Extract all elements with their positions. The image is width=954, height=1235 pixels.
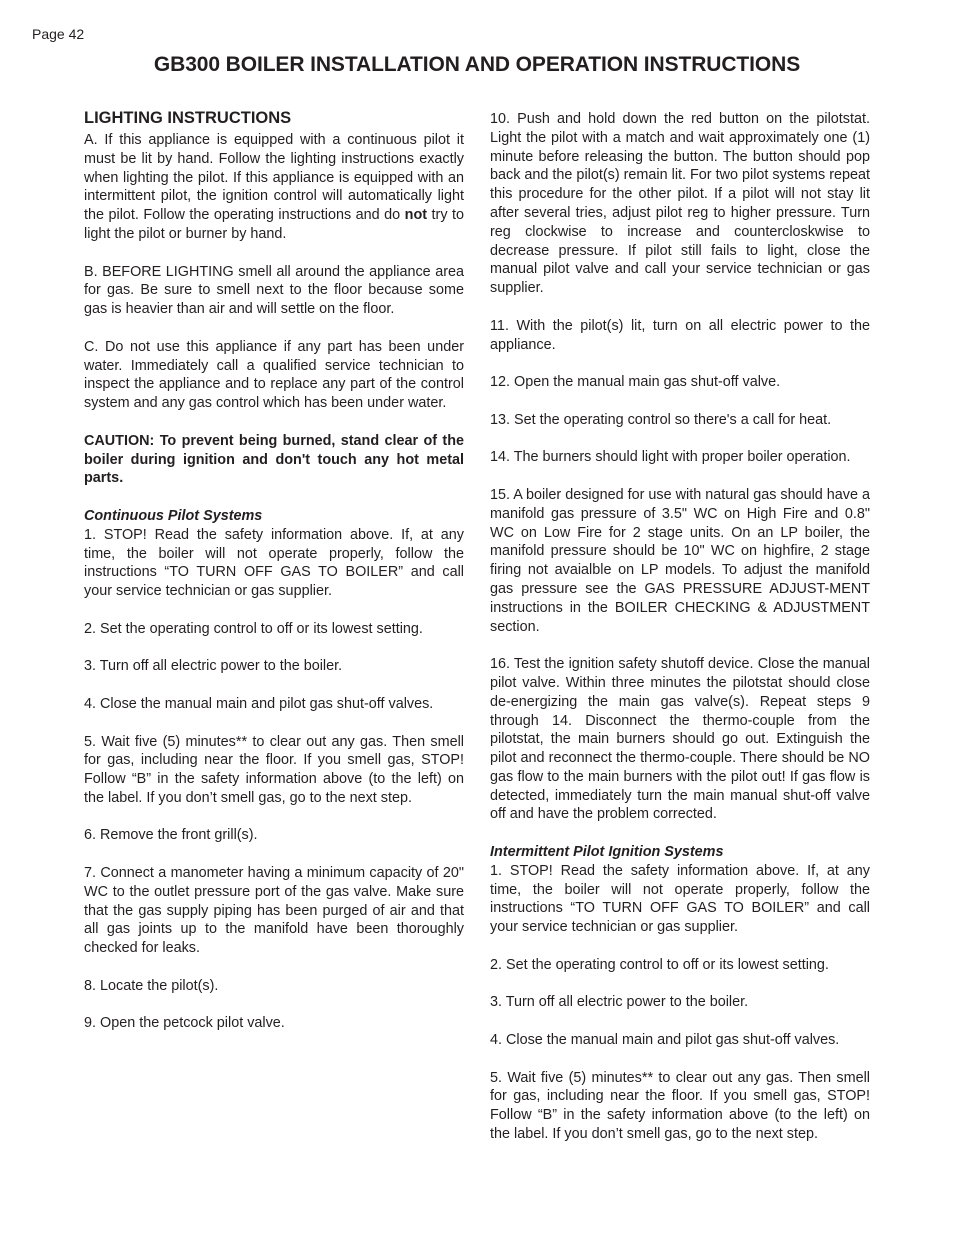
paragraph-a: A. If this appliance is equipped with a continuous pilot it must be lit by hand. Follow the lighting instructions exactly when lighting the pilot. If this appliance is equipped with an intermittent pilot, the ignition control will automatically light the pilot. Follow the operating instructions and do not try to light the pilot or burner by hand. <box>84 132 464 242</box>
step: 3. Turn off all electric power to the boiler. <box>490 994 749 1011</box>
step: 5. Wait five (5) minutes** to clear out any gas. Then smell for gas, including near the floor. If you smell gas, STOP! Follow “B” in the safety information above (to the left) on the label. If you don’t smell gas, go to the next step. <box>84 733 464 806</box>
paragraph-c: C. Do not use this appliance if any part has been under water. Immediately call a qualified service technician to inspect the appliance and to replace any part of the control system and any gas control which has been under water. <box>84 338 464 412</box>
step: 10. Push and hold down the red button on the pilotstat. Light the pilot with a match and wait approximately one (1) minute before releasing the button. The button should pop back and the pilot(s) remain lit. For two pilot systems repeat this procedure for the other pilot. If a pilot will not stay lit after several tries, adjust pilot reg to higher pressure. Turn reg clockwise to increase and countercloskwise to decrease pressure. If pilot still fails to light, close the manual pilot valve and call your service technician or gas supplier. <box>490 111 870 297</box>
caution-note: CAUTION: To prevent being burned, stand clear of the boiler during ignition and don't touch any hot metal parts. <box>84 432 464 487</box>
page-number: Page 42 <box>32 26 85 42</box>
step: 16. Test the ignition safety shutoff device. Close the manual pilot valve. Within three minutes the pilotstat should close de-energizing the main gas valve(s). Repeat steps 9 through 14. Disconnect the thermo-couple from the pilotstat, the main burners should go out. Extinguish the pilot and reconnect the thermo-couple. There should be NO gas flow to the main burners with the pilot out! If gas flow is detected, immediately turn the main manual shut-off valve off and have the problem corrected. <box>490 656 870 823</box>
step: 8. Locate the pilot(s). <box>84 977 219 994</box>
step: 5. Wait five (5) minutes** to clear out any gas. Then smell for gas, including near the floor. If you smell gas, STOP! Follow “B” in the safety information above (to the left) on the label. If you don’t smell gas, go to the next step. <box>490 1069 870 1143</box>
step: 6. Remove the front grill(s). <box>84 827 258 844</box>
step: 14. The burners should light with proper boiler operation. <box>490 449 851 466</box>
step: 11. With the pilot(s) lit, turn on all electric power to the appliance. <box>490 317 870 353</box>
step: 1. STOP! Read the safety information above. If, at any time, the boiler will not operate properly, follow the instructions “TO TURN OFF GAS TO BOILER” and call your service technician or gas supplier. <box>84 526 464 600</box>
intermittent-pilot-heading: Intermittent Pilot Ignition Systems <box>490 844 724 861</box>
step: 4. Close the manual main and pilot gas shut-off valves. <box>490 1032 840 1049</box>
step: 1. STOP! Read the safety information above. If, at any time, the boiler will not operate properly, follow the instructions “TO TURN OFF GAS TO BOILER” and call your service technician or gas supplier. <box>490 862 870 936</box>
section-heading: LIGHTING INSTRUCTIONS <box>84 109 292 127</box>
page-title: GB300 BOILER INSTALLATION AND OPERATION INSTRUCTIONS <box>153 53 801 76</box>
left-column <box>84 108 464 1033</box>
continuous-pilot-heading: Continuous Pilot Systems <box>84 507 263 524</box>
paragraph-b: B. BEFORE LIGHTING smell all around the appliance area for gas. Be sure to smell next to the floor because some gas is heavier than air and will settle on the floor. <box>84 263 464 318</box>
step: 15. A boiler designed for use with natural gas should have a manifold gas pressure of 3.5" WC on High Fire and 0.8" WC on Low Fire for 2 stage units. On an LP boiler, the manifold pressure should be 10" WC on highfire, 2 stage firing not avaialble on LP models. To adjust the manifold gas pressure see the GAS PRESSURE ADJUST-MENT instructions in the BOILER CHECKING & ADJUSTMENT section. <box>490 486 871 635</box>
step: 4. Close the manual main and pilot gas shut-off valves. <box>84 695 434 712</box>
step: 2. Set the operating control to off or its lowest setting. <box>490 956 829 973</box>
step: 13. Set the operating control so there's a call for heat. <box>490 411 832 428</box>
step: 2. Set the operating control to off or its lowest setting. <box>84 620 423 637</box>
right-column <box>490 110 870 1144</box>
step: 3. Turn off all electric power to the boiler. <box>84 658 343 675</box>
step: 7. Connect a manometer having a minimum capacity of 20" WC to the outlet pressure port of the gas valve. Make sure that the gas supply piping has been purged of air and that all gas joints up to the manifold have been thoroughly checked for leaks. <box>84 865 464 957</box>
step: 12. Open the manual main gas shut-off valve. <box>490 374 781 391</box>
step: 9. Open the petcock pilot valve. <box>84 1015 285 1032</box>
